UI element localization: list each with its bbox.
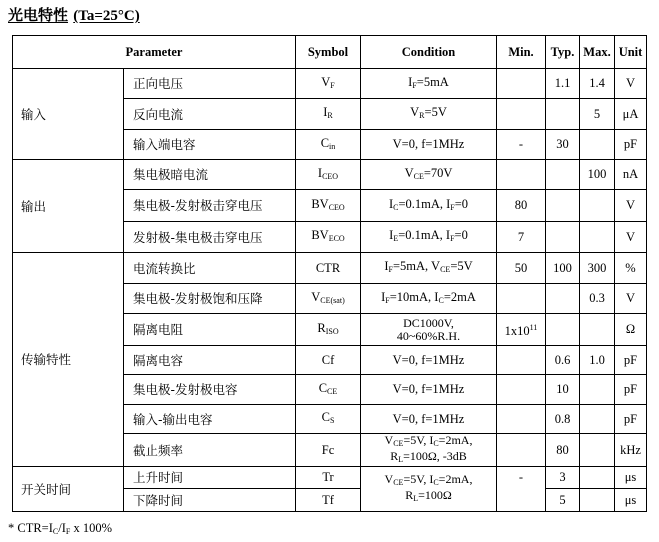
max-cell: 1.4 [580, 69, 615, 99]
group-transfer: 传输特性 [13, 253, 124, 467]
min-cell [497, 69, 546, 99]
header-max: Max. [580, 36, 615, 69]
param-cell: 输入端电容 [124, 130, 296, 160]
condition-cell: $I_F=5mA$ [361, 69, 497, 99]
condition-cell: $V_{CE}=70V$ [361, 160, 497, 190]
typ-cell: 3 [546, 467, 580, 489]
param-cell: 发射极-集电极击穿电压 [124, 222, 296, 253]
min-cell: 80 [497, 190, 546, 222]
param-cell: 反向电流 [124, 99, 296, 130]
group-input: 输入 [13, 69, 124, 160]
max-cell: 1.0 [580, 346, 615, 375]
electro-optical-table [12, 35, 647, 512]
symbol-cell: $V_{CE(sat)}$ [296, 284, 361, 314]
typ-cell: 80 [546, 434, 580, 467]
param-cell: 集电极-发射极电容 [124, 375, 296, 405]
header-min: Min. [497, 36, 546, 69]
min-cell: - [497, 130, 546, 160]
min-cell [497, 405, 546, 434]
typ-cell: 100 [546, 253, 580, 284]
table-row [13, 467, 647, 489]
symbol-cell: $BV_{ECO}$ [296, 222, 361, 253]
max-cell [580, 314, 615, 346]
min-cell: 7 [497, 222, 546, 253]
symbol-cell: $C_S$ [296, 405, 361, 434]
max-cell: 0.3 [580, 284, 615, 314]
header-symbol: Symbol [296, 36, 361, 69]
symbol-cell: Cf [296, 346, 361, 375]
symbol-cell: Tf [296, 489, 361, 512]
max-cell [580, 130, 615, 160]
header-parameter: Parameter [13, 36, 296, 69]
title-condition: (Ta=25°C) [73, 8, 140, 24]
min-cell [497, 434, 546, 467]
unit-cell: μs [615, 467, 647, 489]
param-cell: 集电极暗电流 [124, 160, 296, 190]
min-cell: 50 [497, 253, 546, 284]
condition-cell: $V_R=5V$ [361, 99, 497, 130]
condition-cell: DC1000V, 40~60%R.H. [361, 314, 497, 346]
unit-cell: μs [615, 489, 647, 512]
min-cell [497, 160, 546, 190]
param-cell: 隔离电阻 [124, 314, 296, 346]
title-text: 光电特性 [8, 6, 69, 24]
max-cell [580, 489, 615, 512]
unit-cell: μA [615, 99, 647, 130]
typ-cell [546, 160, 580, 190]
symbol-cell: $C_{CE}$ [296, 375, 361, 405]
param-cell: 输入-输出电容 [124, 405, 296, 434]
footnote: * $CTR=I_C/I_F$ x 100% [8, 521, 113, 536]
param-cell: 下降时间 [124, 489, 296, 512]
condition-cell: V=0, f=1MHz [361, 405, 497, 434]
min-cell [497, 346, 546, 375]
unit-cell: nA [615, 160, 647, 190]
table-row [13, 69, 647, 99]
symbol-cell: $R_{ISO}$ [296, 314, 361, 346]
table-row [13, 160, 647, 190]
param-cell: 隔离电容 [124, 346, 296, 375]
condition-cell: $I_C=0.1mA$, $I_F=0$ [361, 190, 497, 222]
param-cell: 电流转换比 [124, 253, 296, 284]
unit-cell: pF [615, 130, 647, 160]
symbol-cell: $V_F$ [296, 69, 361, 99]
group-switching: 开关时间 [13, 467, 124, 512]
max-cell [580, 375, 615, 405]
unit-cell: V [615, 69, 647, 99]
typ-cell [546, 284, 580, 314]
unit-cell: V [615, 222, 647, 253]
typ-cell [546, 222, 580, 253]
typ-cell [546, 99, 580, 130]
param-cell: 上升时间 [124, 467, 296, 489]
condition-cell: $I_F=5mA$, $V_{CE}=5V$ [361, 253, 497, 284]
max-cell: 100 [580, 160, 615, 190]
unit-cell: % [615, 253, 647, 284]
symbol-cell: $BV_{CEO}$ [296, 190, 361, 222]
min-cell [497, 99, 546, 130]
header-typ: Typ. [546, 36, 580, 69]
symbol-cell: $I_R$ [296, 99, 361, 130]
unit-cell: pF [615, 375, 647, 405]
unit-cell: pF [615, 405, 647, 434]
typ-cell [546, 190, 580, 222]
group-output: 输出 [13, 160, 124, 253]
condition-cell: V=0, f=1MHz [361, 375, 497, 405]
symbol-cell: $I_{CEO}$ [296, 160, 361, 190]
param-cell: 集电极-发射极击穿电压 [124, 190, 296, 222]
condition-cell: $V_{CE}=5V$, $I_C=2mA$, $R_L=100\Omega$ [361, 467, 497, 512]
condition-cell: $V_{CE}=5V$, $I_C=2mA$, $R_L=100\Omega$, -3dB [361, 434, 497, 467]
max-cell [580, 222, 615, 253]
condition-cell: V=0, f=1MHz [361, 130, 497, 160]
table-row [13, 253, 647, 284]
typ-cell: 0.6 [546, 346, 580, 375]
typ-cell: 5 [546, 489, 580, 512]
condition-cell: $I_F=10mA$, $I_C=2mA$ [361, 284, 497, 314]
max-cell [580, 405, 615, 434]
section-title [8, 4, 140, 25]
unit-cell: Ω [615, 314, 647, 346]
symbol-cell: Fc [296, 434, 361, 467]
param-cell: 集电极-发射极饱和压降 [124, 284, 296, 314]
symbol-cell: CTR [296, 253, 361, 284]
min-cell: - [497, 467, 546, 512]
max-cell: 300 [580, 253, 615, 284]
max-cell: 5 [580, 99, 615, 130]
typ-cell: 10 [546, 375, 580, 405]
header-condition: Condition [361, 36, 497, 69]
max-cell [580, 467, 615, 489]
typ-cell [546, 314, 580, 346]
unit-cell: V [615, 190, 647, 222]
unit-cell: kHz [615, 434, 647, 467]
min-cell [497, 375, 546, 405]
typ-cell: 0.8 [546, 405, 580, 434]
param-cell: 截止频率 [124, 434, 296, 467]
symbol-cell: $C_{in}$ [296, 130, 361, 160]
typ-cell: 1.1 [546, 69, 580, 99]
typ-cell: 30 [546, 130, 580, 160]
symbol-cell: Tr [296, 467, 361, 489]
condition-cell: V=0, f=1MHz [361, 346, 497, 375]
max-cell [580, 190, 615, 222]
max-cell [580, 434, 615, 467]
min-cell [497, 284, 546, 314]
min-cell: $1x10^{11}$ [497, 314, 546, 346]
param-cell: 正向电压 [124, 69, 296, 99]
condition-cell: $I_E=0.1mA$, $I_F=0$ [361, 222, 497, 253]
header-unit: Unit [615, 36, 647, 69]
unit-cell: pF [615, 346, 647, 375]
unit-cell: V [615, 284, 647, 314]
